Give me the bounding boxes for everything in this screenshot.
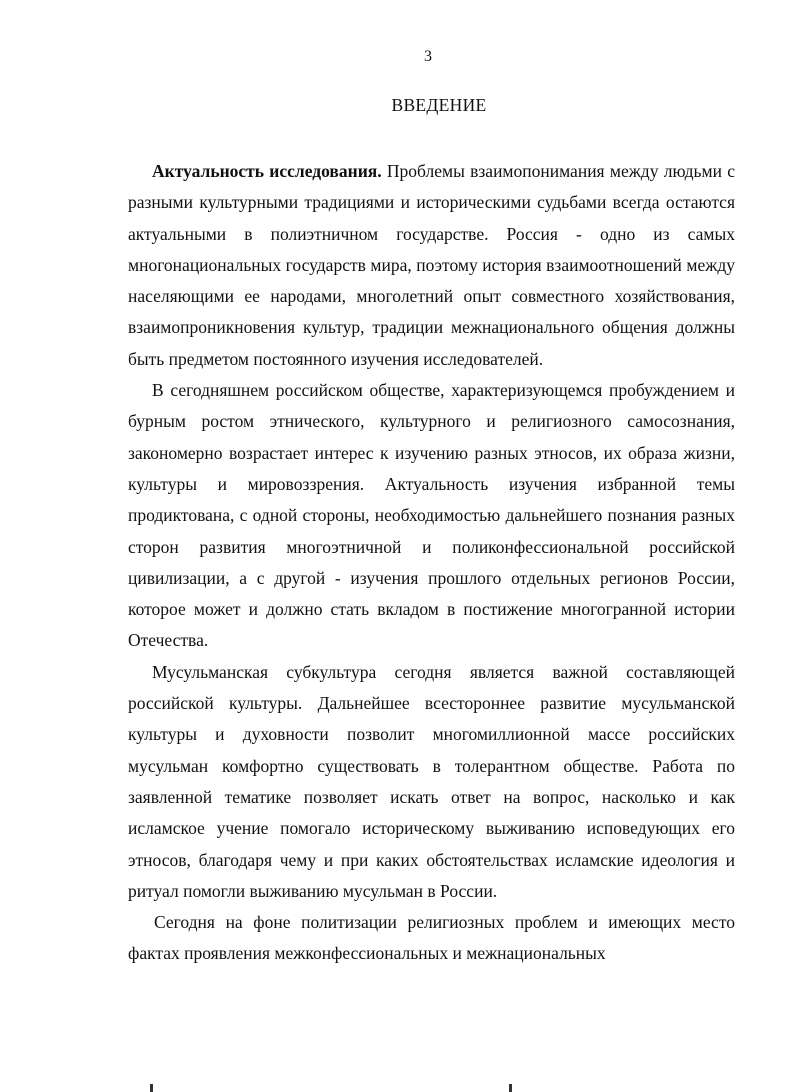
paragraph-relevance — [128, 156, 735, 375]
body-text — [128, 156, 735, 970]
paragraph-muslim-subculture: Мусульманская субкультура сегодня является важной составляющей российской культуры. Дальнейшее всестороннее развитие мусульманской культуры и духовности позволит многомиллионной массе российских мусульман комфортно существовать в толерантном обществе. Работа по заявленной тематике позволяет искать ответ на вопрос, насколько и как исламское учение помогало историческому выживанию исповедующих его этносов, благодаря чему и при каких обстоятельствах исламские идеология и ритуал помогли выживанию мусульман в России. — [128, 661, 735, 901]
section-heading: ВВЕДЕНИЕ — [391, 95, 487, 115]
paragraph-text: Проблемы взаимопонимания между людьми с разными культурными традициями и историческими судьбами всегда остаются актуальными в полиэтничном государстве. Россия - одно из самых многонациональных государств мира, поэтому история взаимоотношений между населяющими ее народами, многолетний опыт совместного хозяйствования, взаимопроникновения культур, традиции межнационального общения должны быть предметом постоянного изучения исследователей. — [128, 161, 735, 369]
cropped-next-line — [128, 1082, 735, 1092]
page-number: 3 — [424, 48, 432, 65]
paragraph-lead-bold: Актуальность исследования. — [152, 161, 382, 181]
paragraph-society: В сегодняшнем российском обществе, характеризующемся пробуждением и бурным ростом этнического, культурного и религиозного самосознания, закономерно возрастает интерес к изучению разных этносов, их образа жизни, культуры и мировоззрения. Актуальность изучения избранной темы продиктована, с одной стороны, необходимостью дальнейшего познания разных сторон развития многоэтничной и поликонфессиональной российской цивилизации, а с другой - изучения прошлого отдельных регионов России, которое может и должно стать вкладом в постижение многогранной истории Отечества. — [128, 380, 735, 651]
paragraph-politicization: Сегодня на фоне политизации религиозных проблем и имеющих место фактах проявления межконфессиональных и межнациональных — [128, 912, 735, 964]
